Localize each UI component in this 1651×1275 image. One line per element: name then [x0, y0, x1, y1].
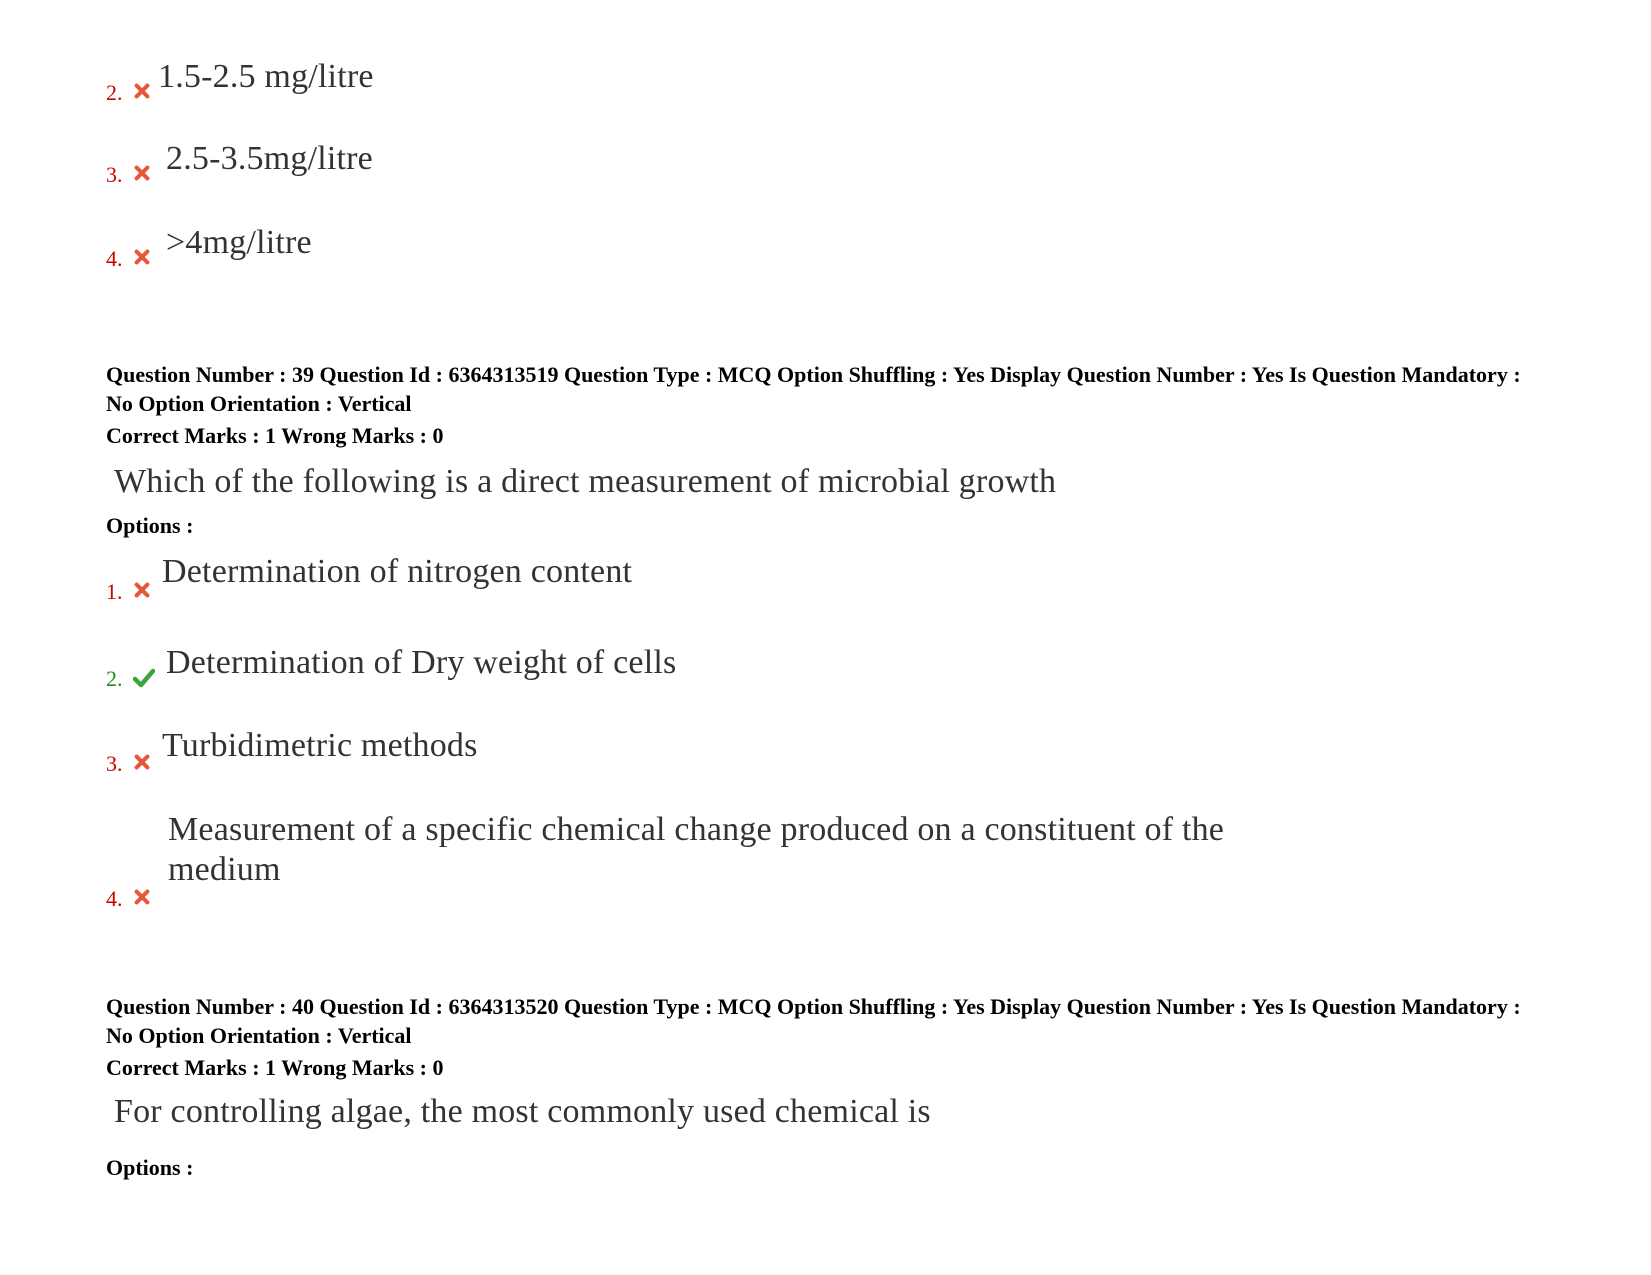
- option-number: 3.: [106, 162, 123, 187]
- question-40-meta: Question Number : 40 Question Id : 6364313520 Question Type : MCQ Option Shuffling : Yes Display Question Number : Yes Is Question Mandatory : No Option Orientation : Vertical: [106, 994, 1521, 1048]
- question-40-options-label: Options :: [106, 1155, 194, 1180]
- question-39-options-label: Options :: [106, 513, 194, 538]
- option-number: 2.: [106, 80, 123, 105]
- option-number: 4.: [106, 886, 123, 911]
- option-text: 2.5-3.5mg/litre: [166, 140, 373, 177]
- question-39-meta: Question Number : 39 Question Id : 6364313519 Question Type : MCQ Option Shuffling : Yes Display Question Number : Yes Is Question Mandatory : No Option Orientation : Vertical: [106, 362, 1521, 416]
- question-39-text: Which of the following is a direct measurement of microbial growth: [114, 463, 1057, 500]
- option-number: 4.: [106, 246, 123, 271]
- question-40-marks: Correct Marks : 1 Wrong Marks : 0: [106, 1055, 444, 1080]
- option-text: 1.5-2.5 mg/litre: [158, 58, 374, 95]
- wrong-cross-icon: [133, 164, 151, 182]
- option-text: Determination of nitrogen content: [162, 553, 633, 590]
- correct-check-icon: [133, 668, 155, 688]
- wrong-cross-icon: [133, 888, 151, 906]
- option-text: Turbidimetric methods: [162, 727, 478, 764]
- option-text: Determination of Dry weight of cells: [166, 644, 677, 681]
- option-number: 2.: [106, 666, 123, 691]
- option-number: 3.: [106, 751, 123, 776]
- question-39-marks: Correct Marks : 1 Wrong Marks : 0: [106, 423, 444, 448]
- wrong-cross-icon: [133, 82, 151, 100]
- wrong-cross-icon: [133, 581, 151, 599]
- wrong-cross-icon: [133, 248, 151, 266]
- option-text: Measurement of a specific chemical change produced on a constituent of the medium: [168, 811, 1225, 888]
- option-text: >4mg/litre: [166, 224, 312, 261]
- option-number: 1.: [106, 579, 123, 604]
- question-40-text: For controlling algae, the most commonly used chemical is: [114, 1093, 931, 1130]
- wrong-cross-icon: [133, 753, 151, 771]
